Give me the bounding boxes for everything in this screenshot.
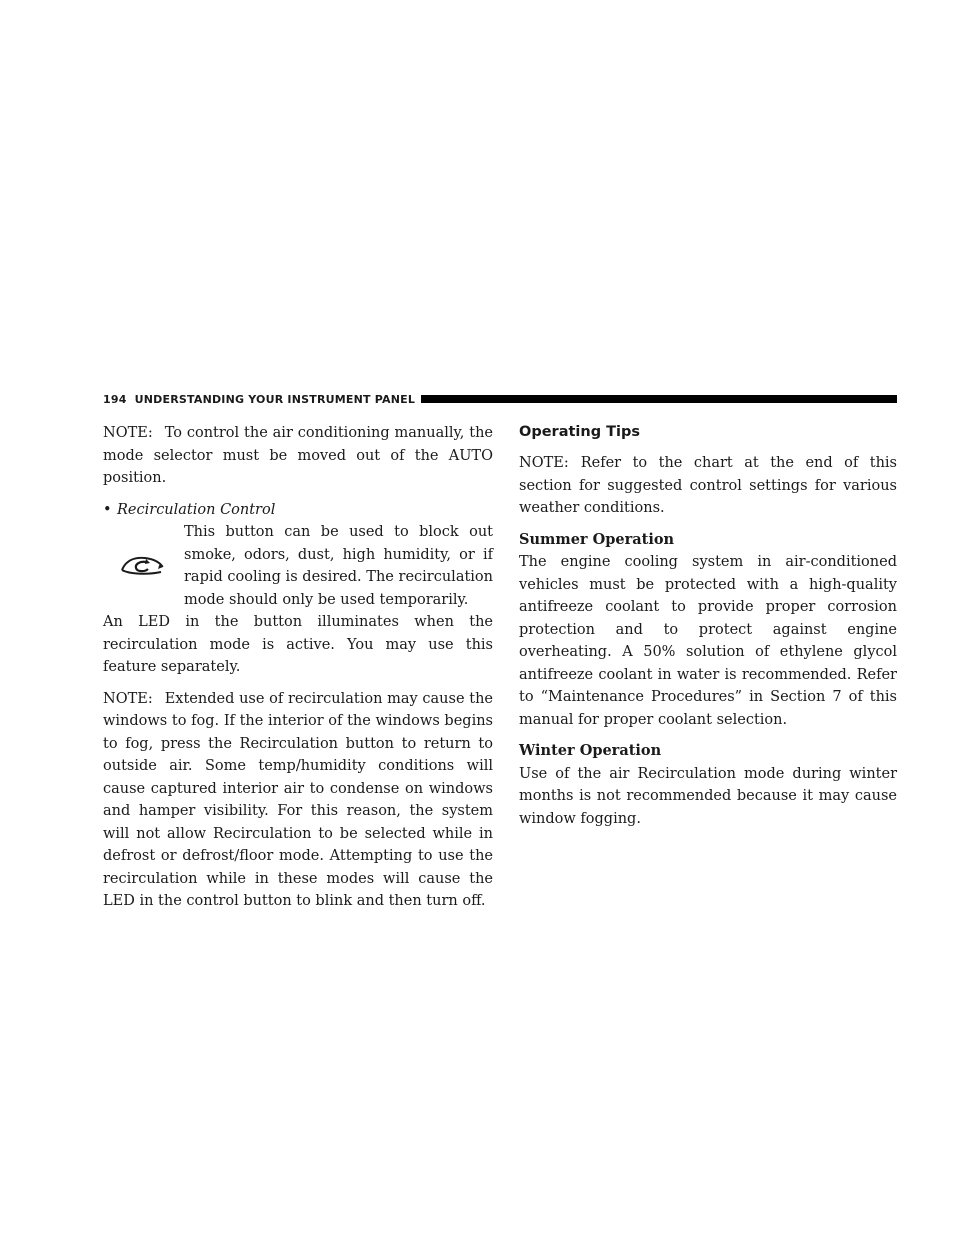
note-label: NOTE: <box>103 425 153 441</box>
summer-operation-text: The engine cooling system in air-conditioned vehicles must be protected with a high-quality antifreeze coolant to provide proper corrosion protection and to protect against engine overheating. A 50% solution of ethylene glycol antifreeze coolant in water is recommended. Refer to “Maintenance Procedures” in Section 7 of this manual for proper coolant selection. <box>519 554 897 728</box>
winter-operation-heading: Winter Operation <box>519 742 662 759</box>
bullet: • <box>103 501 112 518</box>
page-header <box>103 391 897 407</box>
note-chart-reference <box>519 452 897 520</box>
note-text: Refer to the chart at the end of this section for suggested control settings for various weather conditions. <box>519 455 897 516</box>
left-column <box>103 422 493 922</box>
operating-tips-heading: Operating Tips <box>519 424 640 440</box>
page-header-text <box>103 393 415 406</box>
header-rule <box>421 395 897 403</box>
note-manual-control <box>103 422 493 490</box>
winter-operation-text: Use of the air Recirculation mode during winter months is not recommended because it may cause window fogging. <box>519 765 897 827</box>
note-label: NOTE: <box>103 690 153 707</box>
note-fogging <box>103 688 493 913</box>
recirculation-icon <box>119 554 165 580</box>
note-text: To control the air conditioning manually, the mode selector must be moved out of the AUTO position. <box>103 425 493 486</box>
section-title: UNDERSTANDING YOUR INSTRUMENT PANEL <box>134 392 416 406</box>
recirculation-text: This button can be used to block out smoke, odors, dust, high humidity, or if rapid cooling is desired. The recirculation mode should only be used temporarily. <box>184 524 493 608</box>
note-text: Extended use of recirculation may cause the windows to fog. If the interior of the windows begins to fog, press the Recirculation button to return to outside air. Some temp/humidity conditions will cause captured interior air to condense on windows and hamper visibility. For this reason, the system will not allow Recirculation to be selected while in defrost or defrost/floor mode. Attempting to use the recirculation while in these modes will cause the LED in the control button to blink and then turn off. <box>103 690 493 909</box>
right-column <box>519 422 897 839</box>
summer-operation-heading: Summer Operation <box>519 530 675 548</box>
recirculation-title: Recirculation Control <box>117 501 276 518</box>
recirculation-heading <box>103 499 493 522</box>
recirculation-led-text: An LED in the button illuminates when the recirculation mode is active. You may use this feature separately. <box>103 614 493 675</box>
note-label: NOTE: <box>519 455 569 471</box>
page-number: 194 <box>103 392 127 406</box>
recirculation-text-continued <box>103 611 493 679</box>
recirculation-description <box>103 521 493 611</box>
